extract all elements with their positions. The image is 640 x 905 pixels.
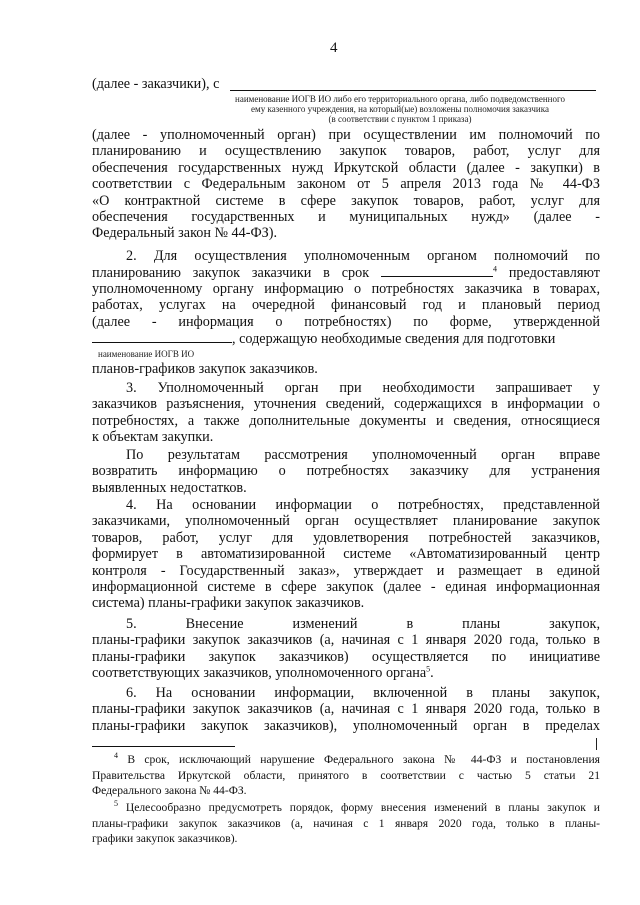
paragraph-7: [92, 685, 600, 734]
footnote-number: 4: [114, 752, 118, 761]
header-note-line: (в соответствии с пунктом 1 приказа): [328, 114, 472, 124]
text-span: предоставляют: [508, 265, 600, 281]
text-span: Целесообразно предусмотреть порядок, форму внесения изменений в планы закупок и: [125, 801, 600, 814]
footnote-4: [92, 752, 600, 799]
footnote-number: 5: [114, 800, 118, 809]
header-line: [92, 76, 600, 92]
paragraph-2-end: [92, 361, 600, 377]
text-line: [92, 752, 600, 768]
footnote-ref: 4: [492, 264, 497, 274]
text-line: информационной системе в сфере закупок (далее - единая информационная: [92, 578, 600, 595]
text-line: обеспечения государственных нужд Иркутской области (далее - закупки) в: [92, 159, 600, 176]
text-line: возвратить информацию о потребностях заказчику для устранения: [92, 463, 600, 480]
paragraph-2: [92, 248, 600, 346]
text-line: система) планы-графики закупок заказчиков.: [92, 595, 365, 612]
header-lead: (далее - заказчики), с: [92, 76, 220, 92]
text-line: к объектам закупки.: [92, 429, 214, 446]
text-line: соответствии с Федеральным законом от 5 апреля 2013 года № 44-ФЗ: [92, 176, 600, 193]
text-line: заказчиков разъяснения, уточнения сведений, содержащихся в информации о: [92, 396, 600, 413]
text-line: планов-графиков закупок заказчиков.: [92, 361, 318, 377]
deadline-blank: [381, 264, 493, 277]
text-line: 6. На основании информации, включенной в планы закупок,: [126, 685, 600, 701]
paragraph-1: [92, 127, 600, 242]
text-line: [92, 800, 600, 816]
text-span: соответствующих заказчиков, уполномоченного органа: [92, 665, 427, 682]
text-line: Федерального закона № 44-ФЗ.: [92, 784, 247, 798]
text-line: 5. Внесение изменений в планы закупок,: [126, 616, 600, 632]
text-line: Федеральный закон № 44-ФЗ).: [92, 225, 278, 242]
header-note: [200, 94, 600, 124]
text-line: планы-графики закупок заказчиков (а, начиная с 1 января 2020 года, только в: [92, 701, 600, 718]
text-line: работах, услугах на очередной финансовый год и плановый период: [92, 297, 600, 314]
text-line: 3. Уполномоченный орган при необходимости запрашивает у: [126, 380, 600, 396]
text-line: 4. На основании информации о потребностях, представленной: [126, 497, 600, 513]
text-line: уполномоченному органу информацию о потребностях заказчика в товарах,: [92, 280, 600, 297]
footnote-5: [92, 800, 600, 847]
header-note-line: наименование ИОГВ ИО либо его территориального органа, либо подведомственного: [235, 94, 565, 104]
paragraph-3: [92, 380, 600, 446]
text-line: товаров, работ, услуг для удовлетворения потребностей заказчиков,: [92, 529, 600, 546]
text-line: Правительства Иркутской области, принятого в соответствии с частью 5 статьи 21: [92, 768, 600, 782]
text-line: [92, 264, 600, 280]
footnote-ref: 5: [426, 665, 431, 674]
text-line: выявленных недостатков.: [92, 479, 247, 496]
header-blank: [230, 90, 596, 91]
text-line: планы-графики закупок заказчиков (а, начиная с 1 января 2020 года, только в планы-: [92, 816, 600, 830]
text-line: (далее - информация о потребностях) по форме, утвержденной: [92, 313, 600, 330]
text-span: планированию закупок заказчики в срок: [92, 265, 370, 281]
text-line: графики закупок заказчиков).: [92, 832, 238, 846]
text-line: планы-графики закупок заказчиков), уполномоченный орган в пределах: [92, 717, 600, 734]
text-line: «О контрактной системе в сфере закупок товаров, работ, услуг для: [92, 192, 600, 209]
text-line: потребностях, а также дополнительные документы и сведения, относящиеся: [92, 412, 600, 429]
footnote-separator: [92, 746, 235, 747]
text-span: , содержащую необходимые сведения для подготовки: [232, 330, 556, 347]
margin-mark: [596, 738, 597, 750]
paragraph-6: [92, 616, 600, 682]
form-blank-note: наименование ИОГВ ИО: [98, 349, 195, 359]
text-line: [92, 330, 600, 346]
paragraph-5: [92, 497, 600, 612]
text-line: планы-графики закупок заказчиков (а, начиная с 1 января 2020 года, только в: [92, 632, 600, 649]
text-line: (далее - уполномоченный орган) при осуществлении им полномочий по: [92, 127, 600, 143]
text-line: контроля - Государственный заказ», утверждает и размещает в единой: [92, 562, 600, 579]
form-blank: [92, 330, 232, 343]
text-line: планированию и осуществлению закупок товаров, работ, услуг для: [92, 143, 600, 160]
text-line: 2. Для осуществления уполномоченным органом полномочий по: [126, 248, 600, 264]
header-note-line: ему казенного учреждения, на который(ые) возложены полномочия заказчика: [251, 104, 549, 114]
text-line: По результатам рассмотрения уполномоченный орган вправе: [126, 447, 600, 463]
paragraph-4: [92, 447, 600, 496]
text-line: планы-графики закупок заказчиков) осуществляется по инициативе: [92, 648, 600, 665]
text-line: формирует в автоматизированной системе «Автоматизированный центр: [92, 546, 600, 563]
text-line: соответствующих заказчиков, уполномоченного органа$^5$.: [92, 665, 434, 682]
page-number: 4: [330, 40, 338, 56]
text-line: обеспечения государственных и муниципальных нужд» (далее -: [92, 208, 600, 225]
text-line: заказчиками, уполномоченный орган осуществляет планирование закупок: [92, 513, 600, 530]
text-span: В срок, исключающий нарушение Федерального закона № 44-ФЗ и постановления: [127, 753, 600, 766]
